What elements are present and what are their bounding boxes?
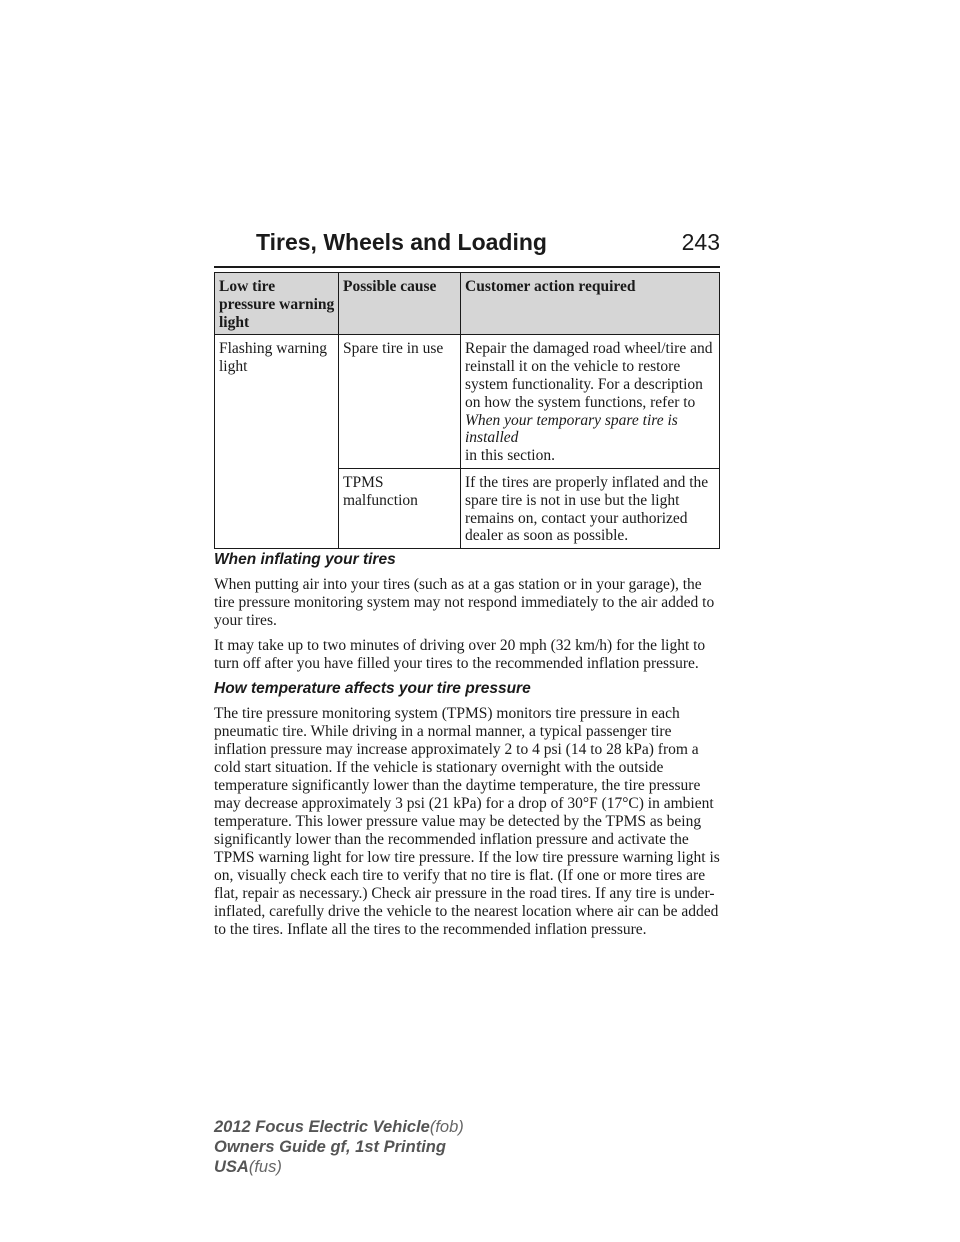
page-header xyxy=(214,226,720,268)
section-heading: How temperature affects your tire pressure xyxy=(214,680,531,697)
footer-line: 2012 Focus Electric Vehicle(fob) xyxy=(214,1118,464,1136)
table-header-row xyxy=(215,273,720,335)
page-number: 243 xyxy=(681,229,720,255)
paragraph: The tire pressure monitoring system (TPMS) monitors tire pressure in each pneumatic tire. While driving in a normal manner, a typical passenger tire inflation pressure may increase approximately 2 to 4 psi (14 to 28 kPa) from a cold start situation. If the vehicle is stationary overnight with the outside temperature significantly lower than the daytime temperature, the tire pressure may decrease approximately 3 psi (21 kPa) for a drop of 30°F (17°C) in ambient temperature. This lower pressure value may be detected by the TPMS as being significantly lower than the recommended inflation pressure and activate the TPMS warning light for low tire pressure. If the low tire pressure warning light is on, visually check each tire to verify that no tire is flat. (If one or more tires are flat, repair as necessary.) Check air pressure in the road tires. If any tire is under-inflated, carefully drive the vehicle to the nearest location where air can be added to the tires. Inflate all the tires to the recommended inflation pressure. xyxy=(214,705,720,938)
section-heading: When inflating your tires xyxy=(214,551,396,568)
action-cell: If the tires are properly inflated and the spare tire is not in use but the light remains on, contact your authorized dealer as soon as possible. xyxy=(461,468,720,548)
cause-cell: TPMS malfunction xyxy=(339,468,461,548)
warning-light-cell: Flashing warning light xyxy=(215,335,339,549)
column-header-possible-cause: Possible cause xyxy=(339,273,461,335)
column-header-customer-action: Customer action required xyxy=(461,273,720,335)
footer-line: USA(fus) xyxy=(214,1158,282,1176)
body-content xyxy=(214,551,724,946)
column-header-warning-light: Low tire pressure warning light xyxy=(215,273,339,335)
table-row xyxy=(215,335,720,469)
footer-line: Owners Guide gf, 1st Printing xyxy=(214,1138,446,1156)
paragraph: It may take up to two minutes of driving over 20 mph (32 km/h) for the light to turn off after you have filled your tires to the recommended inflation pressure. xyxy=(214,637,706,672)
action-cell xyxy=(461,335,720,469)
action-suffix: in this section. xyxy=(465,447,555,465)
page-footer xyxy=(214,1117,464,1177)
section-title: Tires, Wheels and Loading xyxy=(256,229,547,255)
paragraph: When putting air into your tires (such as at a gas station or in your garage), the tire pressure monitoring system may not respond immediately to the air added to your tires. xyxy=(214,576,715,629)
action-text: Repair the damaged road wheel/tire and reinstall it on the vehicle to restore system functionality. For a description on how the system functions, refer to xyxy=(465,340,713,411)
cross-reference: When your temporary spare tire is installed xyxy=(465,411,678,447)
tpms-warning-table xyxy=(214,272,720,549)
cause-cell: Spare tire in use xyxy=(339,335,461,469)
